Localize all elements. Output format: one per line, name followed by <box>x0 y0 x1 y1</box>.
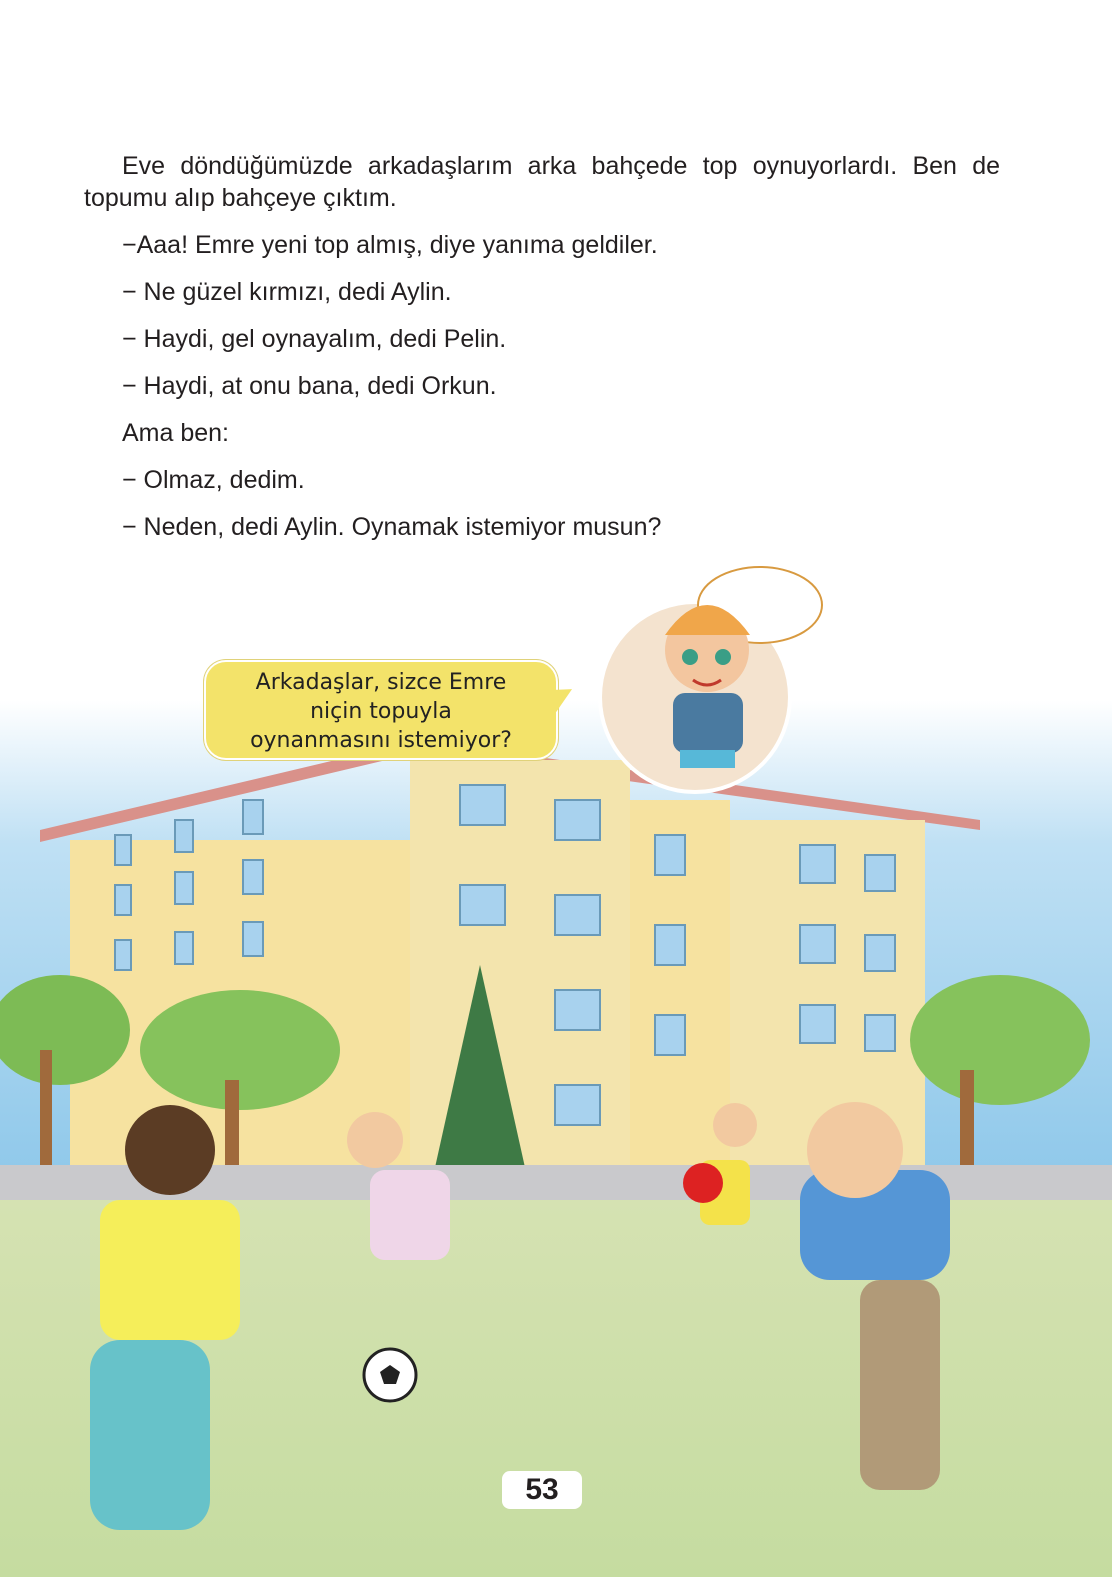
story-text <box>84 150 1000 558</box>
page-number: 53 <box>502 1471 582 1509</box>
question-line: oynanmasını istemiyor? <box>250 728 512 753</box>
dialogue-line: − Haydi, at onu bana, dedi Orkun. <box>122 372 497 400</box>
dialogue-line: − Olmaz, dedim. <box>122 466 305 494</box>
dialogue-line: − Ne güzel kırmızı, dedi Aylin. <box>122 278 452 306</box>
dialogue-line: Ama ben: <box>122 419 230 447</box>
question-line: Arkadaşlar, sizce Emre <box>255 670 507 695</box>
narrator-girl-avatar <box>595 565 835 795</box>
dialogue-line: − Haydi, gel oynayalım, dedi Pelin. <box>122 325 507 353</box>
question-line: niçin topuyla <box>310 699 452 724</box>
dialogue-line: −Aaa! Emre yeni top almış, diye yanıma geldiler. <box>122 231 658 259</box>
question-speech-bubble <box>204 660 558 760</box>
story-paragraph: Eve döndüğümüzde arkadaşlarım arka bahçede top oynuyorlardı. Ben de topumu alıp bahçeye çıktım. <box>84 152 1000 212</box>
schoolyard-illustration <box>0 700 1112 1577</box>
dialogue-line: − Neden, dedi Aylin. Oynamak istemiyor musun? <box>122 513 662 541</box>
